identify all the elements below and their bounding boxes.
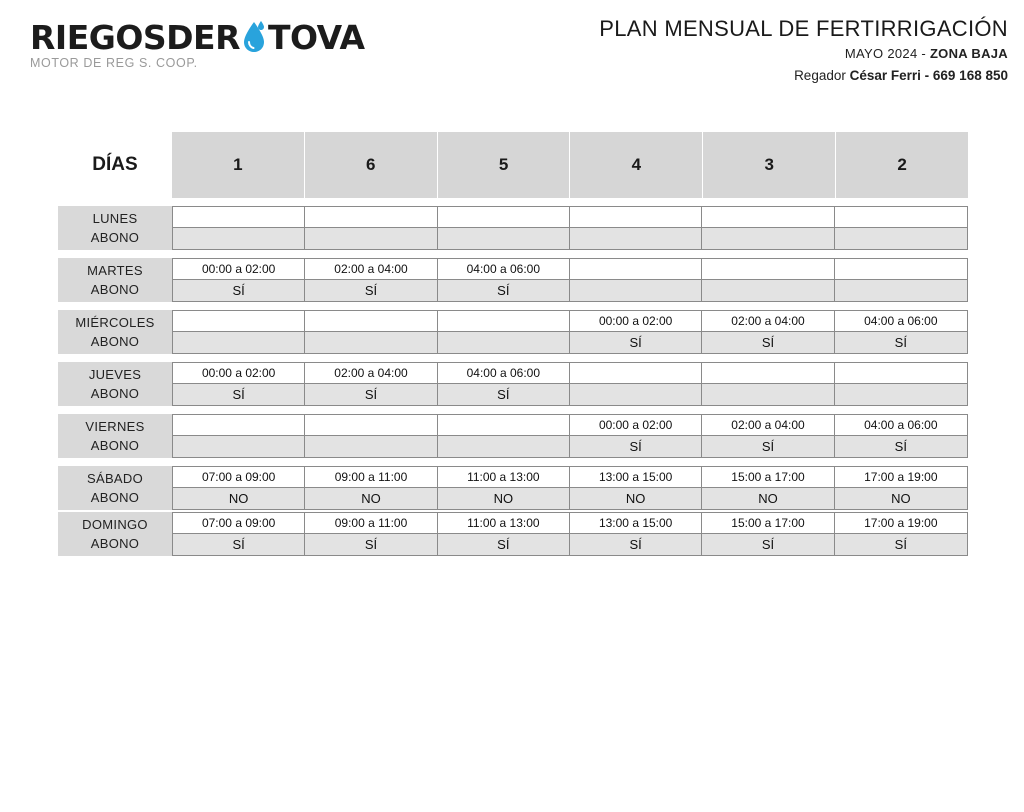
abono-cell: SÍ xyxy=(835,436,967,457)
time-slot-cell xyxy=(702,363,834,384)
day-row xyxy=(58,414,968,458)
abono-cell xyxy=(570,384,702,405)
abono-cell xyxy=(173,436,305,457)
table-header-row xyxy=(58,132,968,198)
time-slot-cell: 04:00 a 06:00 xyxy=(835,311,967,332)
abono-cell: SÍ xyxy=(702,436,834,457)
schedule-cells xyxy=(172,310,968,354)
abono-cell xyxy=(702,228,834,249)
abono-cell xyxy=(438,332,570,353)
abono-cell xyxy=(702,384,834,405)
time-slot-cell xyxy=(835,207,967,228)
day-name: MIÉRCOLES xyxy=(75,315,155,330)
day-label xyxy=(58,414,172,458)
day-name: DOMINGO xyxy=(82,517,148,532)
day-row xyxy=(58,512,968,556)
column-header: 5 xyxy=(438,132,571,198)
time-slot-cell: 11:00 a 13:00 xyxy=(438,513,570,534)
irrigator-contact xyxy=(599,68,1008,83)
time-slot-cell: 15:00 a 17:00 xyxy=(702,467,834,488)
time-slot-cell: 17:00 a 19:00 xyxy=(835,467,967,488)
schedule-cells xyxy=(172,362,968,406)
abono-cell: SÍ xyxy=(702,332,834,353)
time-slot-cell xyxy=(173,207,305,228)
company-logo xyxy=(30,17,365,70)
zone-separator: - xyxy=(917,46,930,61)
abono-cell xyxy=(305,436,437,457)
irrigator-name-phone: César Ferri - 669 168 850 xyxy=(849,68,1008,83)
day-name: LUNES xyxy=(92,211,138,226)
abono-cell xyxy=(173,332,305,353)
time-slot-cell: 07:00 a 09:00 xyxy=(173,467,305,488)
day-label xyxy=(58,310,172,354)
abono-cell: SÍ xyxy=(305,534,437,555)
abono-cell: NO xyxy=(305,488,437,509)
day-label xyxy=(58,362,172,406)
zone-text: ZONA BAJA xyxy=(929,46,1008,61)
abono-cell xyxy=(835,228,967,249)
time-slot-cell xyxy=(305,207,437,228)
days-column-header: DÍAS xyxy=(92,154,138,175)
day-name: MARTES xyxy=(87,263,143,278)
logo-text-left: RIEGOSDER xyxy=(30,17,240,57)
time-slot-cell xyxy=(173,415,305,436)
schedule-cells xyxy=(172,206,968,250)
column-header: 1 xyxy=(172,132,305,198)
column-header: 6 xyxy=(305,132,438,198)
abono-cell: SÍ xyxy=(173,280,305,301)
time-slot-cell: 00:00 a 02:00 xyxy=(173,259,305,280)
abono-label: ABONO xyxy=(90,438,140,453)
time-slot-cell: 00:00 a 02:00 xyxy=(570,311,702,332)
schedule-cells xyxy=(172,466,968,510)
abono-cell xyxy=(438,436,570,457)
abono-cell xyxy=(702,280,834,301)
day-name: SÁBADO xyxy=(87,471,143,486)
time-slot-cell: 09:00 a 11:00 xyxy=(305,467,437,488)
abono-cell: SÍ xyxy=(173,534,305,555)
logo-subtitle: MOTOR DE REG S. COOP. xyxy=(30,56,198,70)
abono-cell: SÍ xyxy=(835,332,967,353)
day-row xyxy=(58,258,968,302)
abono-cell xyxy=(570,280,702,301)
time-slot-cell xyxy=(438,207,570,228)
day-name: VIERNES xyxy=(85,419,145,434)
time-slot-cell xyxy=(702,207,834,228)
day-row xyxy=(58,362,968,406)
schedule-cells xyxy=(172,512,968,556)
abono-cell xyxy=(835,384,967,405)
abono-cell: SÍ xyxy=(702,534,834,555)
abono-cell: SÍ xyxy=(305,280,437,301)
time-slot-cell xyxy=(835,363,967,384)
abono-cell: SÍ xyxy=(835,534,967,555)
time-slot-cell: 02:00 a 04:00 xyxy=(305,363,437,384)
column-header: 3 xyxy=(703,132,836,198)
abono-label: ABONO xyxy=(90,386,140,401)
time-slot-cell: 13:00 a 15:00 xyxy=(570,467,702,488)
abono-cell: SÍ xyxy=(438,534,570,555)
time-slot-cell xyxy=(305,415,437,436)
column-header: 4 xyxy=(570,132,703,198)
time-slot-cell: 04:00 a 06:00 xyxy=(438,363,570,384)
abono-cell xyxy=(835,280,967,301)
abono-cell: NO xyxy=(835,488,967,509)
time-slot-cell: 09:00 a 11:00 xyxy=(305,513,437,534)
time-slot-cell xyxy=(438,415,570,436)
abono-cell xyxy=(570,228,702,249)
time-slot-cell: 13:00 a 15:00 xyxy=(570,513,702,534)
abono-cell: SÍ xyxy=(570,332,702,353)
abono-label: ABONO xyxy=(90,282,140,297)
document-title: PLAN MENSUAL DE FERTIRRIGACIÓN xyxy=(599,16,1008,41)
document-header xyxy=(599,16,1008,83)
document-period-zone xyxy=(599,46,1008,61)
time-slot-cell xyxy=(702,259,834,280)
schedule-cells xyxy=(172,414,968,458)
abono-cell: SÍ xyxy=(173,384,305,405)
abono-cell xyxy=(173,228,305,249)
time-slot-cell xyxy=(173,311,305,332)
abono-label: ABONO xyxy=(90,490,140,505)
abono-cell xyxy=(305,228,437,249)
time-slot-cell xyxy=(835,259,967,280)
abono-cell xyxy=(305,332,437,353)
abono-cell: NO xyxy=(173,488,305,509)
abono-cell: SÍ xyxy=(438,280,570,301)
time-slot-cell: 02:00 a 04:00 xyxy=(702,415,834,436)
schedule-cells xyxy=(172,258,968,302)
abono-label: ABONO xyxy=(90,334,140,349)
abono-cell: SÍ xyxy=(305,384,437,405)
day-label xyxy=(58,466,172,510)
time-slot-cell: 04:00 a 06:00 xyxy=(438,259,570,280)
time-slot-cell: 00:00 a 02:00 xyxy=(570,415,702,436)
time-slot-cell: 02:00 a 04:00 xyxy=(305,259,437,280)
abono-cell: SÍ xyxy=(570,436,702,457)
day-row xyxy=(58,310,968,354)
time-slot-cell: 17:00 a 19:00 xyxy=(835,513,967,534)
time-slot-cell: 02:00 a 04:00 xyxy=(702,311,834,332)
time-slot-cell: 11:00 a 13:00 xyxy=(438,467,570,488)
time-slot-cell: 04:00 a 06:00 xyxy=(835,415,967,436)
day-label xyxy=(58,258,172,302)
day-label xyxy=(58,512,172,556)
day-label xyxy=(58,206,172,250)
time-slot-cell xyxy=(570,363,702,384)
time-slot-cell xyxy=(570,259,702,280)
period-text: MAYO 2024 xyxy=(844,46,918,61)
table-body xyxy=(58,206,968,556)
time-slot-cell: 00:00 a 02:00 xyxy=(173,363,305,384)
time-slot-cell: 07:00 a 09:00 xyxy=(173,513,305,534)
water-drop-icon xyxy=(241,20,267,54)
time-slot-cell xyxy=(570,207,702,228)
abono-cell: NO xyxy=(570,488,702,509)
time-slot-cell xyxy=(438,311,570,332)
column-header: 2 xyxy=(836,132,968,198)
day-row xyxy=(58,206,968,250)
day-name: JUEVES xyxy=(88,367,142,382)
irrigation-schedule-table xyxy=(58,132,968,556)
abono-label: ABONO xyxy=(90,230,140,245)
abono-cell xyxy=(438,228,570,249)
irrigator-label: Regador xyxy=(794,68,846,83)
logo-text-right: TOVA xyxy=(267,17,365,57)
abono-cell: SÍ xyxy=(570,534,702,555)
abono-cell: NO xyxy=(438,488,570,509)
abono-label: ABONO xyxy=(90,536,140,551)
day-row xyxy=(58,466,968,510)
abono-cell: SÍ xyxy=(438,384,570,405)
abono-cell: NO xyxy=(702,488,834,509)
time-slot-cell xyxy=(305,311,437,332)
time-slot-cell: 15:00 a 17:00 xyxy=(702,513,834,534)
